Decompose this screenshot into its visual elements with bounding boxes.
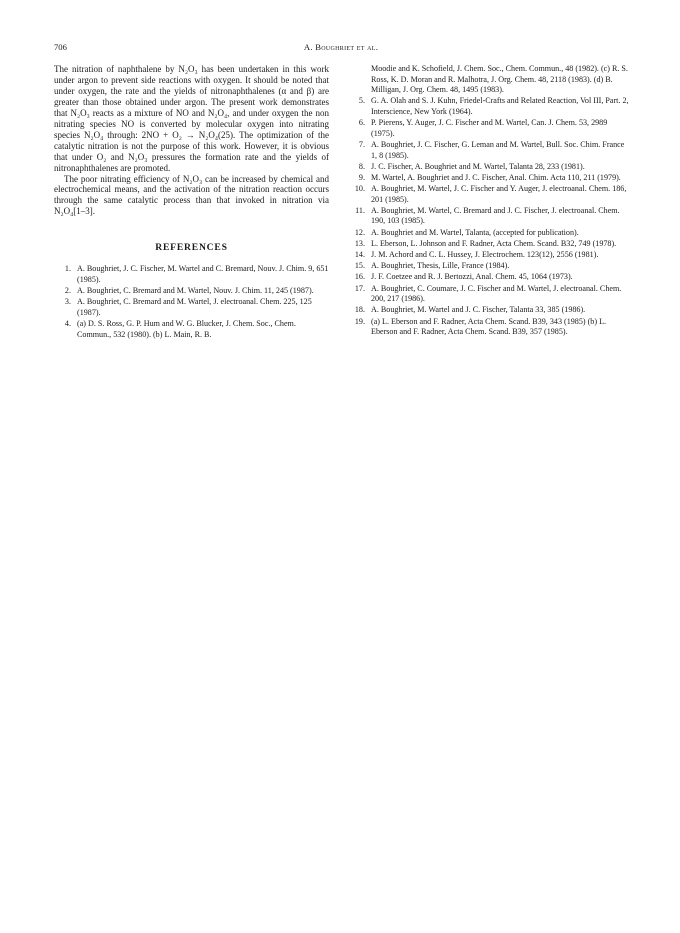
reference-number: 7. bbox=[358, 139, 365, 149]
reference-number: 10. bbox=[354, 184, 365, 194]
reference-item bbox=[348, 261, 630, 272]
reference-text: A. Boughriet and M. Wartel, Talanta, (accepted for publication). bbox=[371, 227, 579, 237]
reference-item bbox=[348, 140, 630, 161]
running-head: A. Boughriet et al. bbox=[303, 42, 379, 52]
reference-number: 5. bbox=[358, 96, 365, 106]
reference-text: A. Boughriet, M. Wartel and J. C. Fischer, Talanta 33, 385 (1986). bbox=[371, 305, 586, 315]
reference-text: A. Boughriet, Thesis, Lille, France (1984). bbox=[371, 261, 510, 271]
reference-number: 3. bbox=[64, 297, 71, 307]
reference-text: A. Boughriet, J. C. Fischer, M. Wartel and C. Bremard, Nouv. J. Chim. 9, 651 (1985). bbox=[77, 264, 329, 284]
reference-text: (a) D. S. Ross, G. P. Hum and W. G. Blucker, J. Chem. Soc., Chem. Commun., 532 (1980). (b) L. Main, R. B. bbox=[77, 319, 296, 339]
reference-number: 16. bbox=[354, 272, 365, 282]
reference-text: (a) L. Eberson and F. Radner, Acta Chem. Scand. B39, 343 (1985) (b) L. Eberson and F. Radner, Acta Chem. Scand. B39, 357 (1985). bbox=[371, 316, 607, 337]
reference-number: 1. bbox=[64, 264, 71, 274]
reference-item bbox=[54, 264, 329, 285]
reference-item bbox=[348, 206, 630, 227]
left-column bbox=[54, 64, 329, 341]
reference-text: A. Boughriet, C. Coumare, J. C. Fischer and M. Wartel, J. electroanal. Chem. 200, 217 (1986). bbox=[371, 283, 622, 304]
reference-item bbox=[348, 173, 630, 184]
reference-item bbox=[348, 272, 630, 283]
reference-text: J. C. Fischer, A. Boughriet and M. Wartel, Talanta 28, 233 (1981). bbox=[371, 161, 585, 171]
reference-number: 4. bbox=[64, 319, 71, 329]
reference-text: A. Boughriet, M. Wartel, C. Bremard and J. C. Fischer, J. electroanal. Chem. 190, 103 (1985). bbox=[371, 205, 620, 226]
reference-number: 9. bbox=[358, 172, 365, 182]
reference-item bbox=[348, 317, 630, 338]
reference-text: P. Pierens, Y. Auger, J. C. Fischer and M. Wartel, Can. J. Chem. 53, 2989 (1975). bbox=[371, 118, 608, 138]
reference-item bbox=[348, 250, 630, 261]
reference-text: L. Eberson, L. Johnson and F. Radner, Acta Chem. Scand. B32, 749 (1978). bbox=[371, 238, 617, 248]
reference-item bbox=[348, 184, 630, 205]
reference-number: 18. bbox=[354, 305, 365, 315]
reference-continuation bbox=[348, 64, 630, 96]
reference-number: 2. bbox=[64, 286, 71, 296]
reference-text: A. Boughriet, C. Bremard and M. Wartel, Nouv. J. Chim. 11, 245 (1987). bbox=[77, 286, 314, 296]
reference-number: 17. bbox=[354, 283, 365, 293]
body-paragraph-2: The poor nitrating efficiency of N₂O₃ can be increased by chemical and electrochemical means, and the activation of the nitration reaction occurs through the same catalytic process than that invoked in nitration via N₂O₄[1–3]. bbox=[54, 173, 329, 217]
reference-item bbox=[348, 305, 630, 316]
reference-number: 12. bbox=[354, 227, 365, 237]
reference-item bbox=[54, 286, 329, 297]
reference-item bbox=[348, 239, 630, 250]
body-paragraph-1: The nitration of naphthalene by N₂O₃ has been undertaken in this work under argon to prevent side reactions with oxygen. It should be noted that under oxygen, the rate and the yields of nitronaphthalenes (α and β) are greater than those obtained under argon. The present work demonstrates that N₂O₃ reacts as a mixture of NO and N₂O₄, and under oxygen the non nitrating species NO is converted by molecular oxygen into nitrating species N₂O₄ through: 2NO + O₂ → N₂O₄(25). The optimization of the catalytic nitration is not the purpose of this work. However, it is obvious that under O₂ and N₂O₃ pressures the formation rate and the yields of nitronaphthalenes are promoted. bbox=[54, 64, 329, 173]
reference-number: 15. bbox=[354, 261, 365, 271]
reference-number: 14. bbox=[354, 250, 365, 260]
reference-number: 19. bbox=[354, 316, 365, 326]
reference-text: A. Boughriet, C. Bremard and M. Wartel, J. electroanal. Chem. 225, 125 (1987). bbox=[77, 297, 312, 317]
page-number: 706 bbox=[54, 42, 67, 52]
reference-number: 11. bbox=[355, 205, 365, 215]
reference-item bbox=[348, 96, 630, 117]
reference-list-left bbox=[54, 264, 329, 340]
reference-number: 8. bbox=[358, 161, 365, 171]
reference-text: G. A. Olah and S. J. Kuhn, Friedel-Crafts and Related Reaction, Vol III, Part. 2, Interscience, New York (1964). bbox=[371, 96, 629, 116]
reference-item bbox=[348, 162, 630, 173]
reference-text: M. Wartel, A. Boughriet and J. C. Fischer, Anal. Chim. Acta 110, 211 (1979). bbox=[371, 172, 621, 182]
reference-text: A. Boughriet, M. Wartel, J. C. Fischer and Y. Auger, J. electroanal. Chem. 186, 201 (1985). bbox=[371, 184, 627, 204]
reference-item bbox=[54, 319, 329, 340]
reference-list-right bbox=[348, 64, 630, 338]
references-heading: REFERENCES bbox=[155, 242, 228, 254]
reference-text: A. Boughriet, J. C. Fischer, G. Leman and M. Wartel, Bull. Soc. Chim. France 1, 8 (1985). bbox=[371, 139, 625, 160]
reference-item bbox=[348, 284, 630, 305]
reference-item bbox=[54, 297, 329, 318]
right-column bbox=[348, 64, 630, 338]
reference-item bbox=[348, 118, 630, 139]
page-header bbox=[54, 42, 628, 56]
reference-number: 13. bbox=[354, 238, 365, 248]
reference-number: 6. bbox=[358, 118, 365, 128]
reference-item bbox=[348, 228, 630, 239]
reference-text: J. F. Coetzee and R. J. Bertozzi, Anal. Chem. 45, 1064 (1973). bbox=[371, 272, 573, 282]
reference-text: J. M. Achord and C. L. Hussey, J. Electrochem. 123(12), 2556 (1981). bbox=[371, 250, 599, 260]
reference-text: Moodie and K. Schofield, J. Chem. Soc., Chem. Commun., 48 (1982). (c) R. S. Ross, K. D. Moran and R. Malhotra, J. Org. Chem. 48, 2118 (1983). (d) B. Milligan, J. Org. Chem. 48, 1495 (1983). bbox=[371, 64, 628, 95]
